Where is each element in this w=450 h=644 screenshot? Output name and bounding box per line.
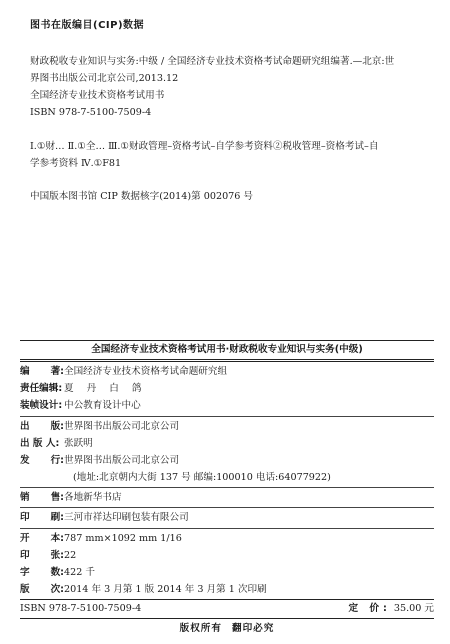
publisher-row [20,418,434,435]
sales-row [20,489,434,506]
printer-value: 三河市祥达印刷包装有限公司 [64,512,189,524]
cip-subject-line2: 学参考资料 Ⅳ.①F81 [30,157,122,169]
price-label: 定 价: [348,603,391,615]
address-value: (地址:北京朝内大街 137 号 邮编:100010 电话:64077922) [73,472,331,484]
distributor-row [20,452,434,469]
book-title: 全国经济专业技术资格考试用书·财政税收专业知识与实务(中级) [91,344,363,355]
design-value: 中公教育设计中心 [64,400,141,412]
printer-row [20,509,434,526]
cip-isbn: ISBN 978-7-5100-7509-4 [30,106,152,118]
colophon-block [20,340,434,635]
producer-label: 出 版 人: [20,437,60,449]
cip-heading: 图书在版编目(CIP)数据 [30,20,145,31]
sales-section [20,488,434,507]
sheets-value: 22 [64,549,77,561]
editor-section [20,362,434,416]
edition-label: 版 次: [20,584,64,596]
edition-value: 2014 年 3 月第 1 版 2014 年 3 月第 1 次印刷 [64,584,267,596]
responsible-editor-label: 责任编辑: [20,383,63,395]
words-label: 字 数: [20,567,64,579]
cip-series: 全国经济专业技术资格考试用书 [30,89,165,101]
responsible-editor-row [20,380,434,397]
cip-description-line2: 界图书出版公司北京公司,2013.12 [30,72,179,84]
distributor-value: 世界图书出版公司北京公司 [64,454,180,466]
cip-subject-line1: Ⅰ.①财… Ⅱ.①全… Ⅲ.①财政管理–资格考试–自学参考资料②税收管理–资格考试–自 [30,140,379,152]
cip-verification-number: 中国版本图书馆 CIP 数据核字(2014)第 002076 号 [30,190,254,202]
sales-value: 各地新华书店 [64,492,122,504]
producer-value: 张跃明 [64,437,93,449]
distributor-label: 发 行: [20,454,64,466]
design-row [20,397,434,414]
cip-block [30,20,435,205]
producer-row [20,435,434,452]
design-label: 装帧设计: [20,400,63,412]
address-row [20,469,434,486]
isbn-price-row [20,600,434,618]
copyright-notice [20,623,434,635]
editor-row [20,363,434,380]
sheets-row [20,547,434,564]
printer-section [20,508,434,527]
bottom-rule [20,618,434,619]
publisher-section [20,417,434,488]
rights-reserved: 版权所有 [179,623,222,635]
edition-row [20,581,434,598]
words-row [20,564,434,581]
no-reproduction: 翻印必究 [232,623,275,635]
format-row [20,530,434,547]
sales-label: 销 售: [20,492,64,504]
words-value: 422 千 [64,567,95,579]
editor-value: 全国经济专业技术资格考试命题研究组 [64,365,228,377]
publisher-value: 世界图书出版公司北京公司 [64,420,180,432]
specs-section [20,529,434,600]
publisher-label: 出 版: [20,420,64,432]
bottom-isbn: ISBN 978-7-5100-7509-4 [20,603,142,615]
price-value: 35.00 元 [393,603,434,615]
price [348,600,434,618]
format-label: 开 本: [20,532,64,544]
cip-description-line1: 财政税收专业知识与实务:中级 / 全国经济专业技术资格考试命题研究组编著.—北京:世 [30,55,395,67]
printer-label: 印 刷: [20,512,64,524]
format-value: 787 mm×1092 mm 1/16 [64,532,182,544]
responsible-editor-value: 夏 丹 白 鸽 [64,383,147,395]
editor-label: 编 著: [20,365,64,377]
sheets-label: 印 张: [20,549,64,561]
